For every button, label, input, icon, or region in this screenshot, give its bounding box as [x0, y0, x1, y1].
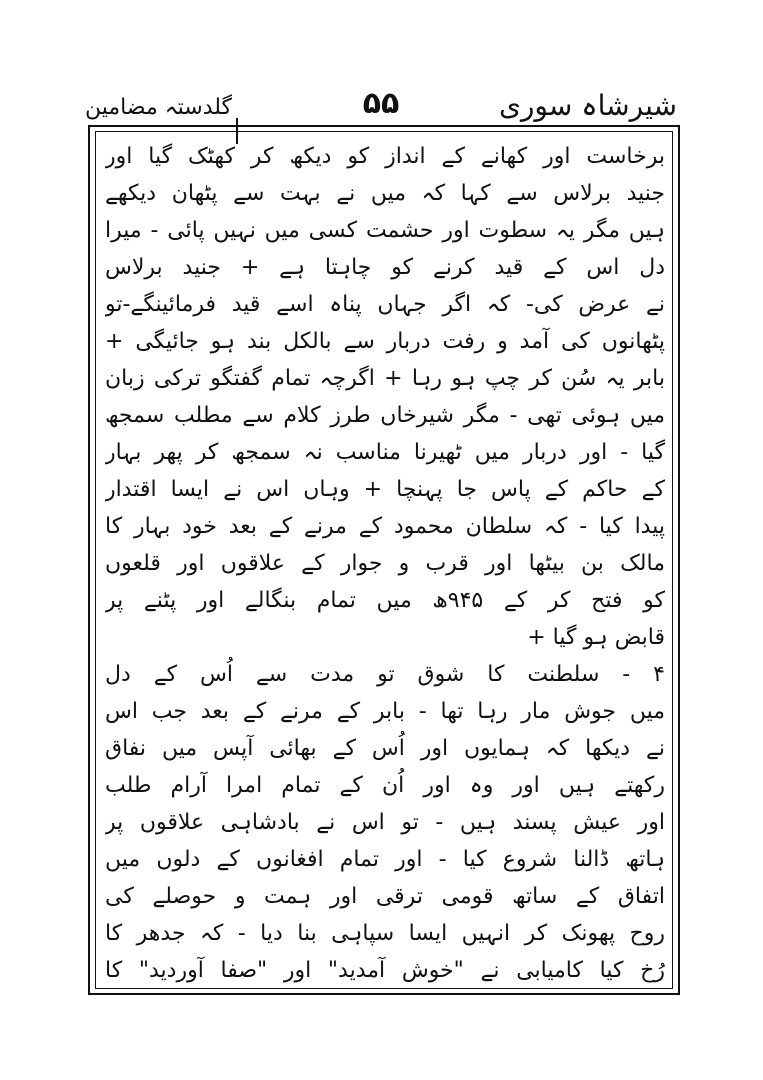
text-line: پیدا کیا - کہ سلطان محمود کے مرنے کے بعد خود بہار کا [105, 514, 665, 539]
text-line: نے دیکھا کہ ہمایوں اور اُس کے بھائی آپس میں نفاق [105, 736, 665, 761]
text-line: ہیں مگر یہ سطوت اور حشمت کسی میں نہیں پائی - میرا [105, 218, 665, 243]
text-line: رُخ کیا کامیابی نے "خوش آمدید" اور "صفا آوردید" کا [105, 958, 665, 983]
text-line: پٹھانوں کی آمد و رفت دربار سے بالکل بند ہو جائیگی + [105, 329, 665, 354]
text-line: اتفاق کے ساتھ قومی ترقی اور ہمت و حوصلے کی [105, 884, 665, 909]
text-line: بابر یہ سُن کر چپ ہو رہا + اگرچہ تمام گفتگو ترکی زبان [105, 366, 665, 391]
text-line: میں جوش مار رہا تھا - بابر کے مرنے کے بعد جب اس [105, 699, 665, 724]
text-line: کو فتح کر کے ۹۴۵ھ میں تمام بنگالے اور پٹنے پر [105, 588, 665, 613]
text-line: رکھتے ہیں اور وہ اور اُن کے تمام امرا آرام طلب [105, 773, 665, 798]
text-line: ۴ - سلطنت کا شوق تو مدت سے اُس کے دل [105, 662, 665, 687]
text-line: اور عیش پسند ہیں - تو اس نے بادشاہی علاقوں پر [105, 810, 665, 835]
text-line: نے عرض کی- کہ اگر جہاں پناہ اسے قید فرمائینگے-تو [105, 292, 665, 317]
running-title: شیرشاہ سوری [498, 89, 677, 122]
text-line: جنید برلاس سے کہا کہ میں نے بہت سے پٹھان دیکھے [105, 181, 665, 206]
text-line: مالک بن بیٹھا اور قرب و جوار کے علاقوں اور قلعوں [105, 551, 665, 576]
page-number: ۵۵ [362, 86, 400, 121]
text-line: کے حاکم کے پاس جا پہنچا + وہاں اس نے ایسا اقتدار [105, 477, 665, 502]
page-header [85, 88, 677, 126]
text-line: برخاست اور کھانے کے انداز کو دیکھ کر کھٹک گیا اور [105, 144, 665, 169]
text-line: قابض ہو گیا + [527, 625, 665, 650]
text-line: میں ہوئی تھی - مگر شیرخاں طرز کلام سے مطلب سمجھ [105, 403, 665, 428]
text-line: گیا - اور دربار میں ٹھیرنا مناسب نہ سمجھ کر پھر بہار [105, 440, 665, 465]
body-text [105, 138, 665, 989]
text-line: روح پھونک کر انہیں ایسا سپاہی بنا دیا - کہ جدھر کا [105, 921, 665, 946]
text-line: ہاتھ ڈالنا شروع کیا - اور تمام افغانوں کے دلوں میں [105, 847, 665, 872]
text-line: دل اس کے قید کرنے کو چاہتا ہے + جنید برلاس [105, 255, 665, 280]
book-title: گلدستہ مضامین [85, 95, 232, 120]
